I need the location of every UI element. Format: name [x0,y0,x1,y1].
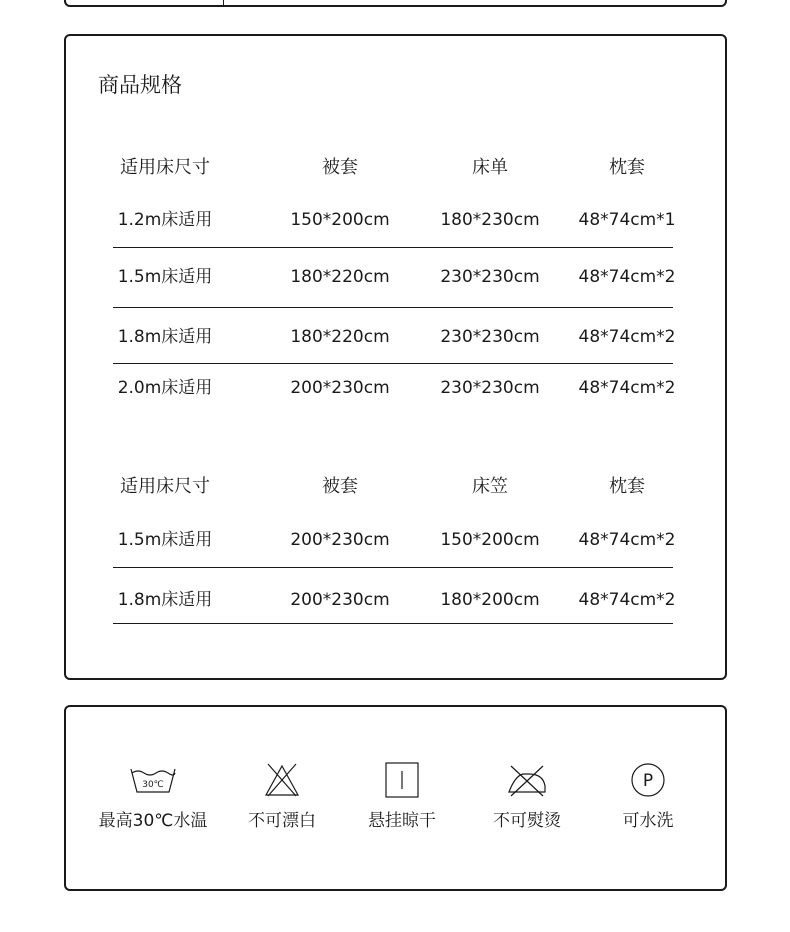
no-bleach-icon [212,760,352,800]
spec-panel [64,34,727,680]
row-divider [113,567,673,568]
care-item-washable [578,760,718,831]
page-title: 商品规格 [98,73,182,97]
cell-pillowcase: 48*74cm*2 [578,530,676,550]
care-label: 不可熨烫 [493,811,561,831]
cell-duvet-cover: 180*220cm [290,267,390,287]
cell-duvet-cover: 180*220cm [290,327,390,347]
cell-duvet-cover: 200*230cm [290,378,390,398]
cell-pillowcase: 48*74cm*2 [578,590,676,610]
header-bed-size: 适用床尺寸 [120,476,210,497]
cell-duvet-cover: 200*230cm [290,530,390,550]
table-row [0,585,790,615]
header-pillowcase: 枕套 [609,476,645,497]
cell-bed-size: 1.5m床适用 [117,530,213,550]
header-bed-size: 适用床尺寸 [120,157,210,178]
table-row [0,262,790,292]
cell-bed-sheet: 180*230cm [440,210,540,230]
no-iron-icon [457,760,597,800]
row-divider [113,363,673,364]
cell-bed-size: 1.2m床适用 [117,210,213,230]
cell-pillowcase: 48*74cm*2 [578,267,676,287]
dry-clean-icon [578,760,718,800]
cell-fitted-sheet: 180*200cm [440,590,540,610]
cell-duvet-cover: 150*200cm [290,210,390,230]
table-row [0,373,790,403]
header-duvet-cover: 被套 [322,157,358,178]
previous-section-frame [64,0,727,7]
table-row [0,525,790,555]
cell-bed-size: 1.8m床适用 [117,590,213,610]
care-label: 悬挂晾干 [368,811,436,831]
cell-pillowcase: 48*74cm*2 [578,378,676,398]
dry-clean-letter: P [642,771,654,791]
cell-fitted-sheet: 150*200cm [440,530,540,550]
cell-bed-size: 2.0m床适用 [117,378,213,398]
hang-dry-icon [332,760,472,800]
cell-bed-sheet: 230*230cm [440,378,540,398]
cell-duvet-cover: 200*230cm [290,590,390,610]
row-divider [113,307,673,308]
header-bed-sheet: 床单 [472,157,508,178]
header-duvet-cover: 被套 [322,476,358,497]
cell-bed-sheet: 230*230cm [440,327,540,347]
row-divider [113,247,673,248]
wash-temp-text: 30℃ [142,780,164,790]
care-item-wash [83,760,223,831]
cell-pillowcase: 48*74cm*1 [578,210,676,230]
cell-bed-size: 1.8m床适用 [117,327,213,347]
table-row [0,322,790,352]
table2-header [0,472,790,502]
care-item-hang-dry [332,760,472,831]
header-pillowcase: 枕套 [609,157,645,178]
table-column-divider [223,0,224,7]
table1-header [0,153,790,183]
care-item-no-iron [457,760,597,831]
care-label: 不可漂白 [248,811,316,831]
care-item-no-bleach [212,760,352,831]
care-label: 可水洗 [622,811,674,831]
cell-bed-size: 1.5m床适用 [117,267,213,287]
care-label: 最高30℃水温 [98,811,208,831]
header-fitted-sheet: 床笠 [472,476,508,497]
row-divider [113,623,673,624]
cell-bed-sheet: 230*230cm [440,267,540,287]
wash-30-icon [83,760,223,800]
table-row [0,205,790,235]
cell-pillowcase: 48*74cm*2 [578,327,676,347]
